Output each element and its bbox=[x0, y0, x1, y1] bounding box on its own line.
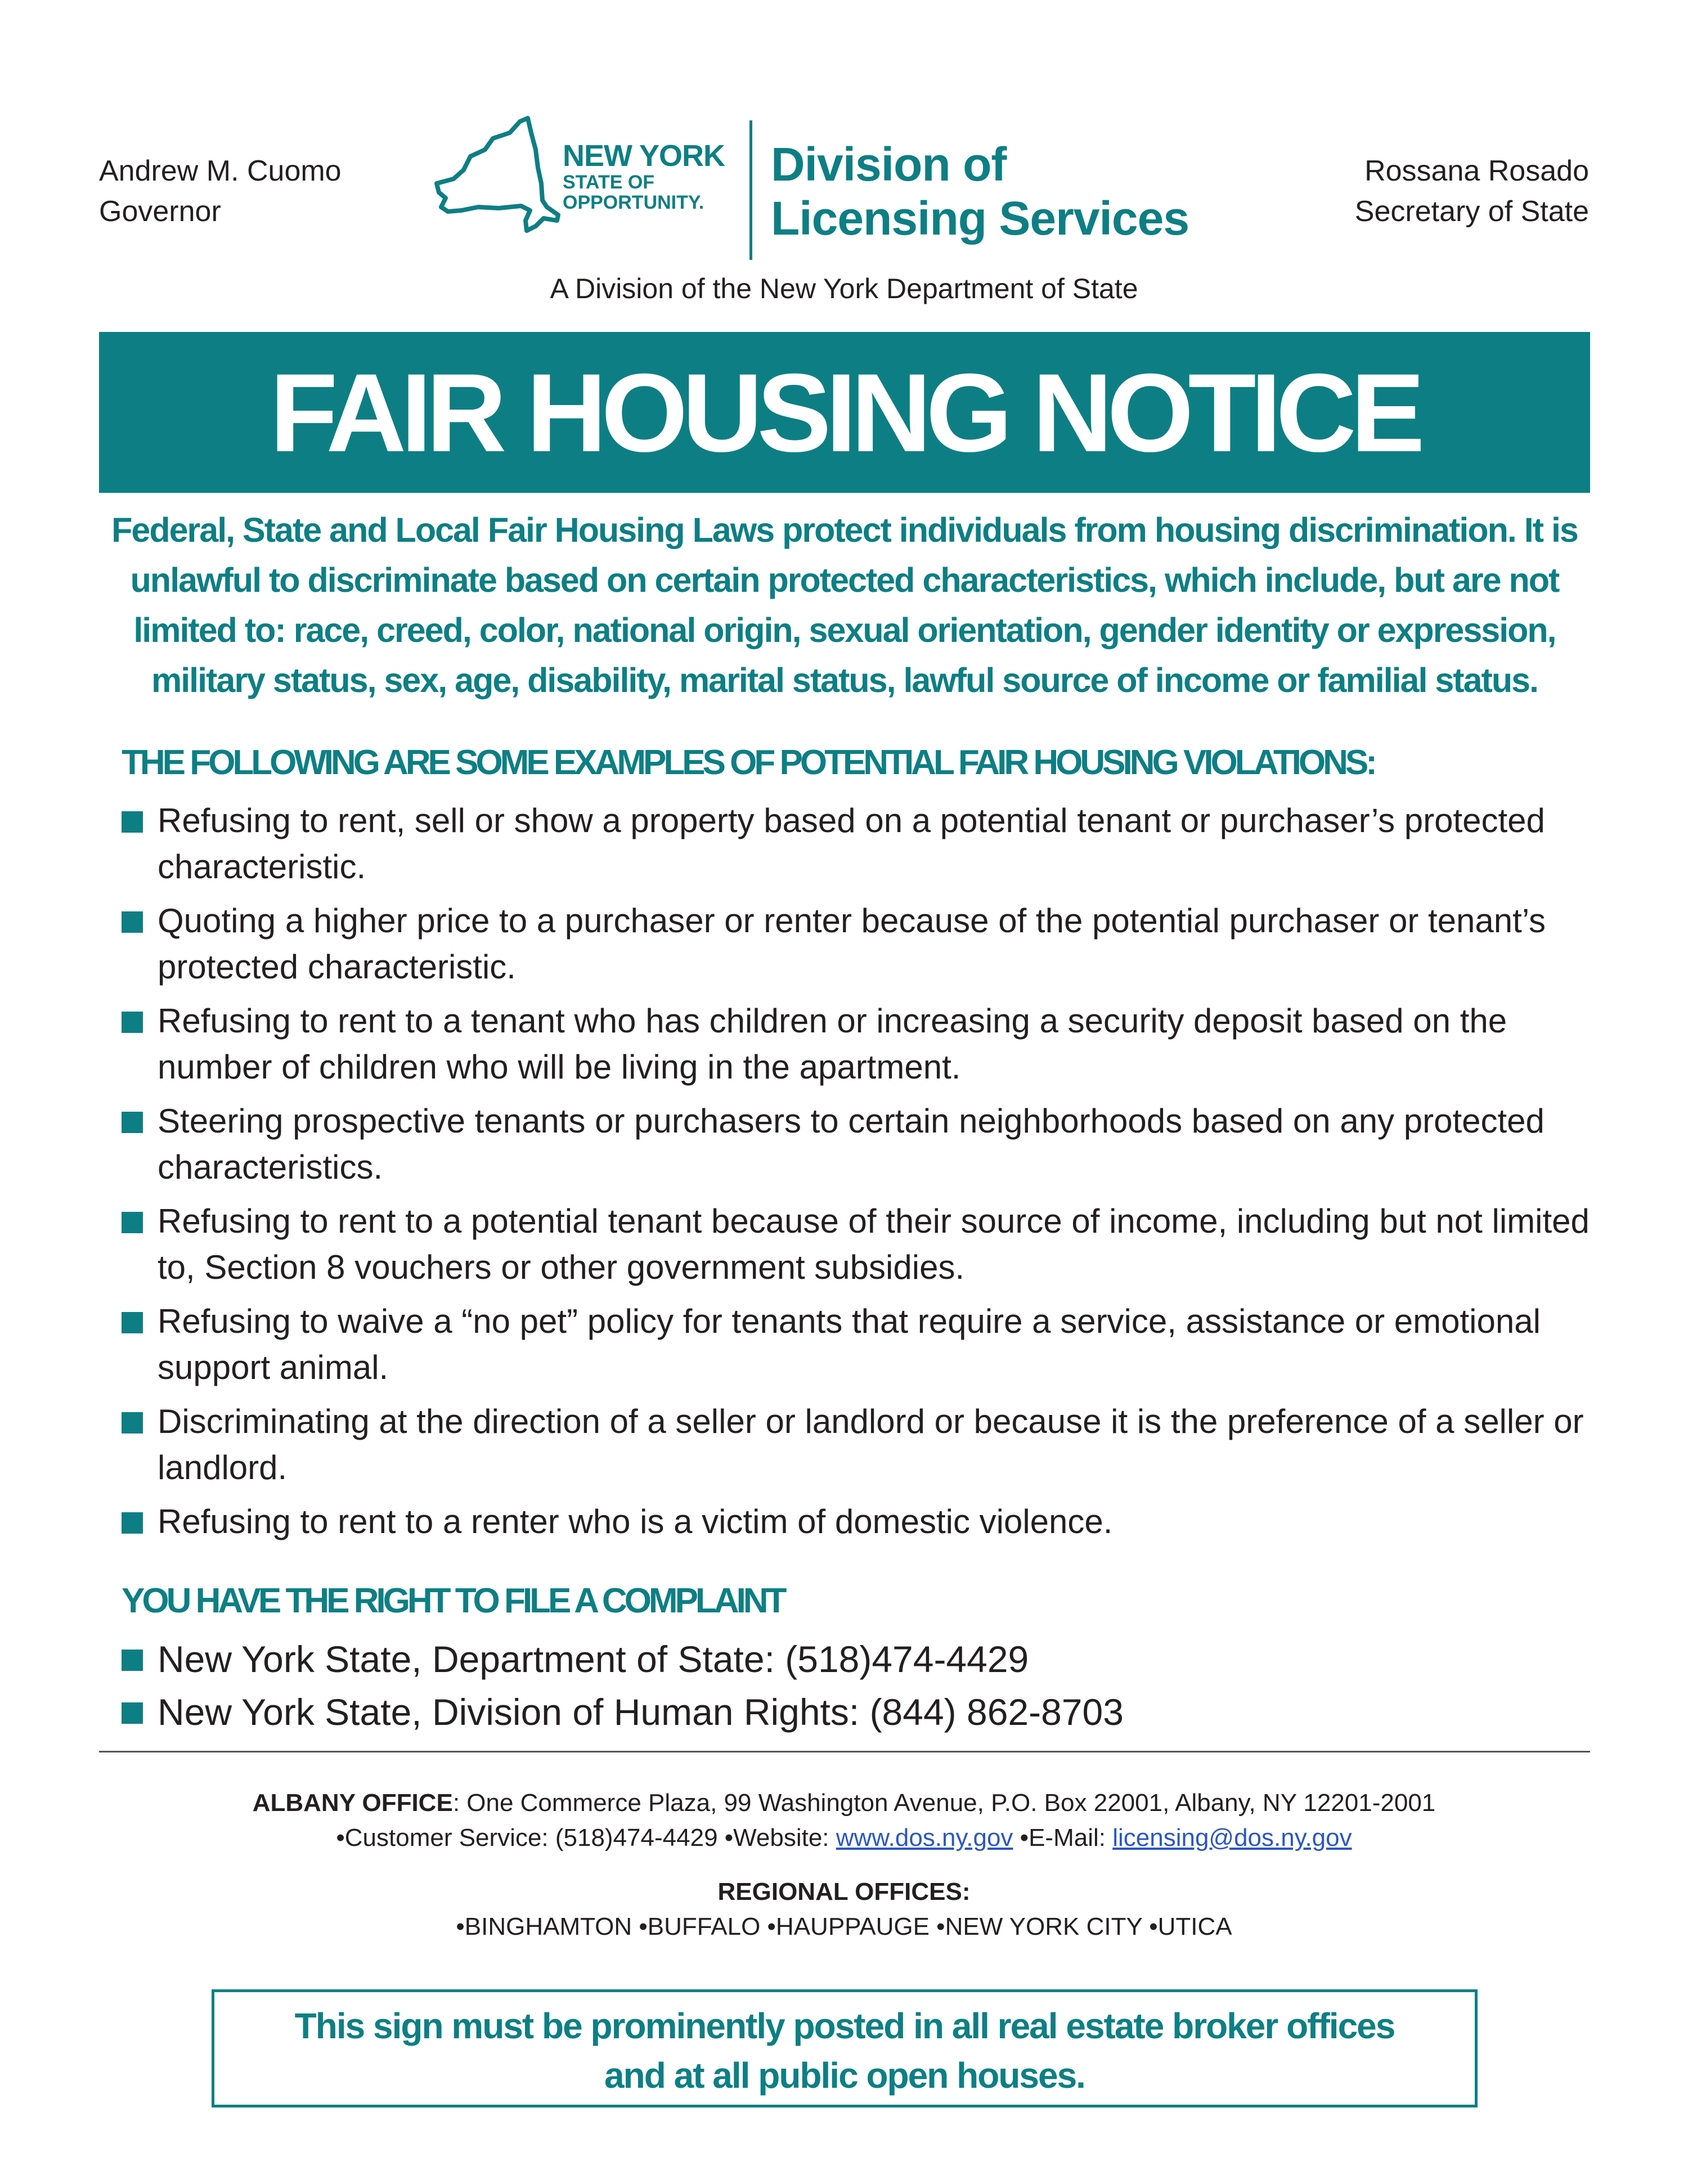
new-york-state-map-icon bbox=[431, 116, 560, 245]
logo-state-of: STATE OF bbox=[563, 172, 655, 193]
divider bbox=[99, 1751, 1590, 1752]
nys-wordmark bbox=[563, 140, 725, 213]
list-item: Refusing to rent to a renter who is a victim of domestic violence. bbox=[122, 1499, 1596, 1545]
list-item: Refusing to rent to a tenant who has children or increasing a security deposit based on the number of children who will be living in the apartment. bbox=[122, 998, 1596, 1090]
complaint-list bbox=[122, 1633, 1596, 1738]
division-subtitle: A Division of the New York Department of State bbox=[550, 273, 1138, 304]
governor-name: Andrew M. Cuomo bbox=[99, 155, 342, 187]
notice-line1: This sign must be prominently posted in all real estate broker offices bbox=[294, 2006, 1395, 2046]
complaint-heading: YOU HAVE THE RIGHT TO FILE A COMPLAINT bbox=[122, 1581, 784, 1620]
square-bullet-icon bbox=[122, 1702, 143, 1724]
logo-new-york: NEW YORK bbox=[563, 139, 725, 173]
secretary-title: Secretary of State bbox=[1354, 195, 1589, 228]
title-banner bbox=[99, 332, 1590, 493]
list-item: Quoting a higher price to a purchaser or renter because of the potential purchaser or tenant’s protected characteristic. bbox=[122, 898, 1596, 990]
square-bullet-icon bbox=[122, 1650, 143, 1671]
square-bullet-icon bbox=[122, 1212, 143, 1233]
square-bullet-icon bbox=[122, 1112, 143, 1133]
list-item: New York State, Division of Human Rights: (844) 862-8703 bbox=[122, 1686, 1596, 1738]
list-item: Discriminating at the direction of a seller or landlord or because it is the preference of a seller or landlord. bbox=[122, 1399, 1596, 1491]
list-item: Refusing to waive a “no pet” policy for tenants that require a service, assistance or emotional support animal. bbox=[122, 1298, 1596, 1391]
square-bullet-icon bbox=[122, 1512, 143, 1534]
page-title: FAIR HOUSING NOTICE bbox=[270, 350, 1420, 475]
notice-line2: and at all public open houses. bbox=[604, 2055, 1085, 2096]
division-line1: Division of bbox=[771, 138, 1007, 191]
square-bullet-icon bbox=[122, 911, 143, 933]
regional-heading: REGIONAL OFFICES: bbox=[717, 1878, 971, 1906]
albany-office bbox=[0, 1789, 1688, 1817]
list-item: Refusing to rent, sell or show a property based on a potential tenant or purchaser’s protected characteristic. bbox=[122, 798, 1596, 890]
albany-address: : One Commerce Plaza, 99 Washington Avenue, P.O. Box 22001, Albany, NY 12201-2001 bbox=[452, 1789, 1436, 1817]
secretary-name: Rossana Rosado bbox=[1364, 155, 1589, 187]
division-line2: Licensing Services bbox=[771, 192, 1189, 245]
violations-heading: THE FOLLOWING ARE SOME EXAMPLES OF POTENTIAL FAIR HOUSING VIOLATIONS: bbox=[122, 743, 1375, 782]
square-bullet-icon bbox=[122, 1012, 143, 1033]
intro-paragraph: Federal, State and Local Fair Housing Laws protect individuals from housing discrimination. It is unlawful to discriminate based on certain protected characteristics, which include, but are not limited to: race, creed, color, national origin, sexual orientation, gender identity or expression, military status, sex, age, disability, marital status, lawful source of income or familial status. bbox=[111, 511, 1578, 699]
contact-line bbox=[0, 1824, 1688, 1852]
regional-offices: •BINGHAMTON •BUFFALO •HAUPPAUGE •NEW YORK CITY •UTICA bbox=[456, 1913, 1232, 1940]
albany-label: ALBANY OFFICE bbox=[252, 1789, 453, 1817]
division-name bbox=[771, 137, 1189, 245]
square-bullet-icon bbox=[122, 811, 143, 833]
violations-list bbox=[122, 798, 1596, 1553]
logo-opportunity: OPPORTUNITY. bbox=[563, 192, 704, 213]
square-bullet-icon bbox=[122, 1412, 143, 1433]
posting-notice-box bbox=[212, 1989, 1478, 2107]
logo-divider bbox=[749, 120, 752, 260]
website-link[interactable]: www.dos.ny.gov bbox=[836, 1824, 1013, 1852]
list-item: Steering prospective tenants or purchasers to certain neighborhoods based on any protected characteristics. bbox=[122, 1098, 1596, 1190]
customer-service: •Customer Service: (518)474-4429 •Website: bbox=[336, 1824, 836, 1852]
email-link[interactable]: licensing@dos.ny.gov bbox=[1112, 1824, 1352, 1852]
list-item: New York State, Department of State: (518)474-4429 bbox=[122, 1633, 1596, 1686]
governor-title: Governor bbox=[99, 195, 221, 228]
email-label: •E-Mail: bbox=[1013, 1824, 1113, 1852]
governor-block bbox=[99, 151, 342, 232]
square-bullet-icon bbox=[122, 1312, 143, 1333]
dls-logo bbox=[431, 116, 1196, 262]
secretary-block bbox=[1355, 151, 1589, 232]
list-item: Refusing to rent to a potential tenant because of their source of income, including but not limited to, Section 8 vouchers or other government subsidies. bbox=[122, 1198, 1596, 1291]
